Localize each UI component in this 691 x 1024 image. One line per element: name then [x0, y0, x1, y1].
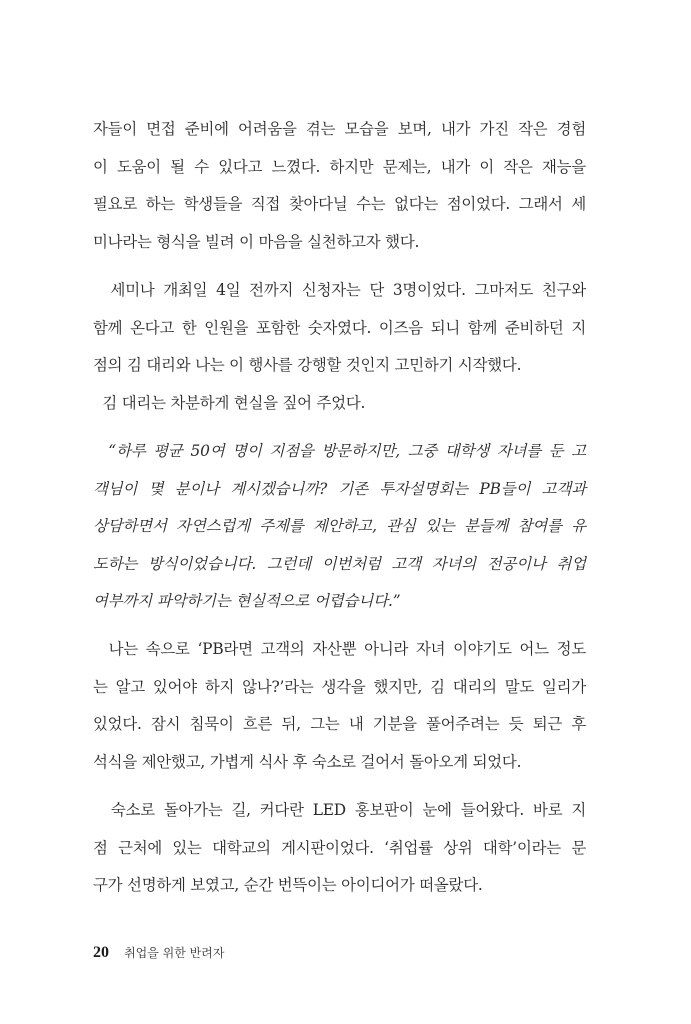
text-line: 미나라는 형식을 빌려 이 마음을 실천하고자 했다.	[93, 232, 420, 251]
text-line: 여부까지 파악하기는 현실적으로 어렵습니다.”	[93, 592, 401, 610]
paragraph-3-quote	[93, 433, 586, 621]
text-line: 점의 김 대리와 나는 이 행사를 강행할 것인지 고민하기 시작했다.	[93, 356, 522, 374]
text-line: 는 알고 있어야 하지 않나?’라는 생각을 했지만, 김 대리의 말도 일리가	[93, 677, 586, 696]
text-line: 석식을 제안했고, 가볍게 식사 후 숙소로 걸어서 돌아오게 되었다.	[93, 752, 522, 771]
page-number: 20	[93, 944, 109, 961]
text-line: 구가 선명하게 보였고, 순간 번뜩이는 아이디어가 떠올랐다.	[93, 876, 483, 894]
text-line: 점 근처에 있는 대학교의 게시판이었다. ‘취업률 상위 대학’이라는 문	[93, 838, 586, 857]
paragraph-2	[93, 272, 586, 422]
text-line: 필요로 하는 학생들을 직접 찾아다닐 수는 없다는 점이었다. 그래서 세	[93, 195, 586, 213]
paragraph-1	[93, 111, 586, 261]
text-line: 나는 속으로 ‘PB라면 고객의 자산뿐 아니라 자녀 이야기도 어느 정도	[93, 640, 586, 658]
text-line: 도하는 방식이었습니다. 그런데 이번처럼 고객 자녀의 전공이나 취업	[93, 554, 586, 573]
text-line: 자들이 면접 준비에 어려움을 겪는 모습을 보며, 내가 가진 작은 경험	[93, 120, 586, 138]
running-title: 취업을 위한 반려자	[124, 946, 225, 960]
text-line: 상담하면서 자연스럽게 주제를 제안하고, 관심 있는 분들께 참여를 유	[93, 517, 586, 535]
text-line: 숙소로 돌아가는 길, 커다란 LED 홍보판이 눈에 들어왔다. 바로 지	[93, 801, 586, 819]
page-footer	[93, 941, 224, 963]
paragraph-4	[93, 631, 586, 781]
paragraph-5	[93, 792, 586, 905]
text-line: 이 도움이 될 수 있다고 느꼈다. 하지만 문제는, 내가 이 작은 재능을	[93, 157, 586, 176]
text-line: 함께 온다고 한 인원을 포함한 숫자였다. 이즈음 되니 함께 준비하던 지	[93, 318, 586, 337]
text-line: 있었다. 잠시 침묵이 흐른 뒤, 그는 내 기분을 풀어주려는 듯 퇴근 후	[93, 715, 586, 733]
text-line: “하루 평균 50여 명이 지점을 방문하지만, 그중 대학생 자녀를 둔 고	[93, 442, 586, 460]
text-line: 세미나 개최일 4일 전까지 신청자는 단 3명이었다. 그마저도 친구와	[93, 281, 586, 299]
text-line: 김 대리는 차분하게 현실을 짚어 주었다.	[93, 393, 366, 412]
text-line: 객님이 몇 분이나 계시겠습니까? 기존 투자설명회는 PB들이 고객과	[93, 479, 586, 498]
